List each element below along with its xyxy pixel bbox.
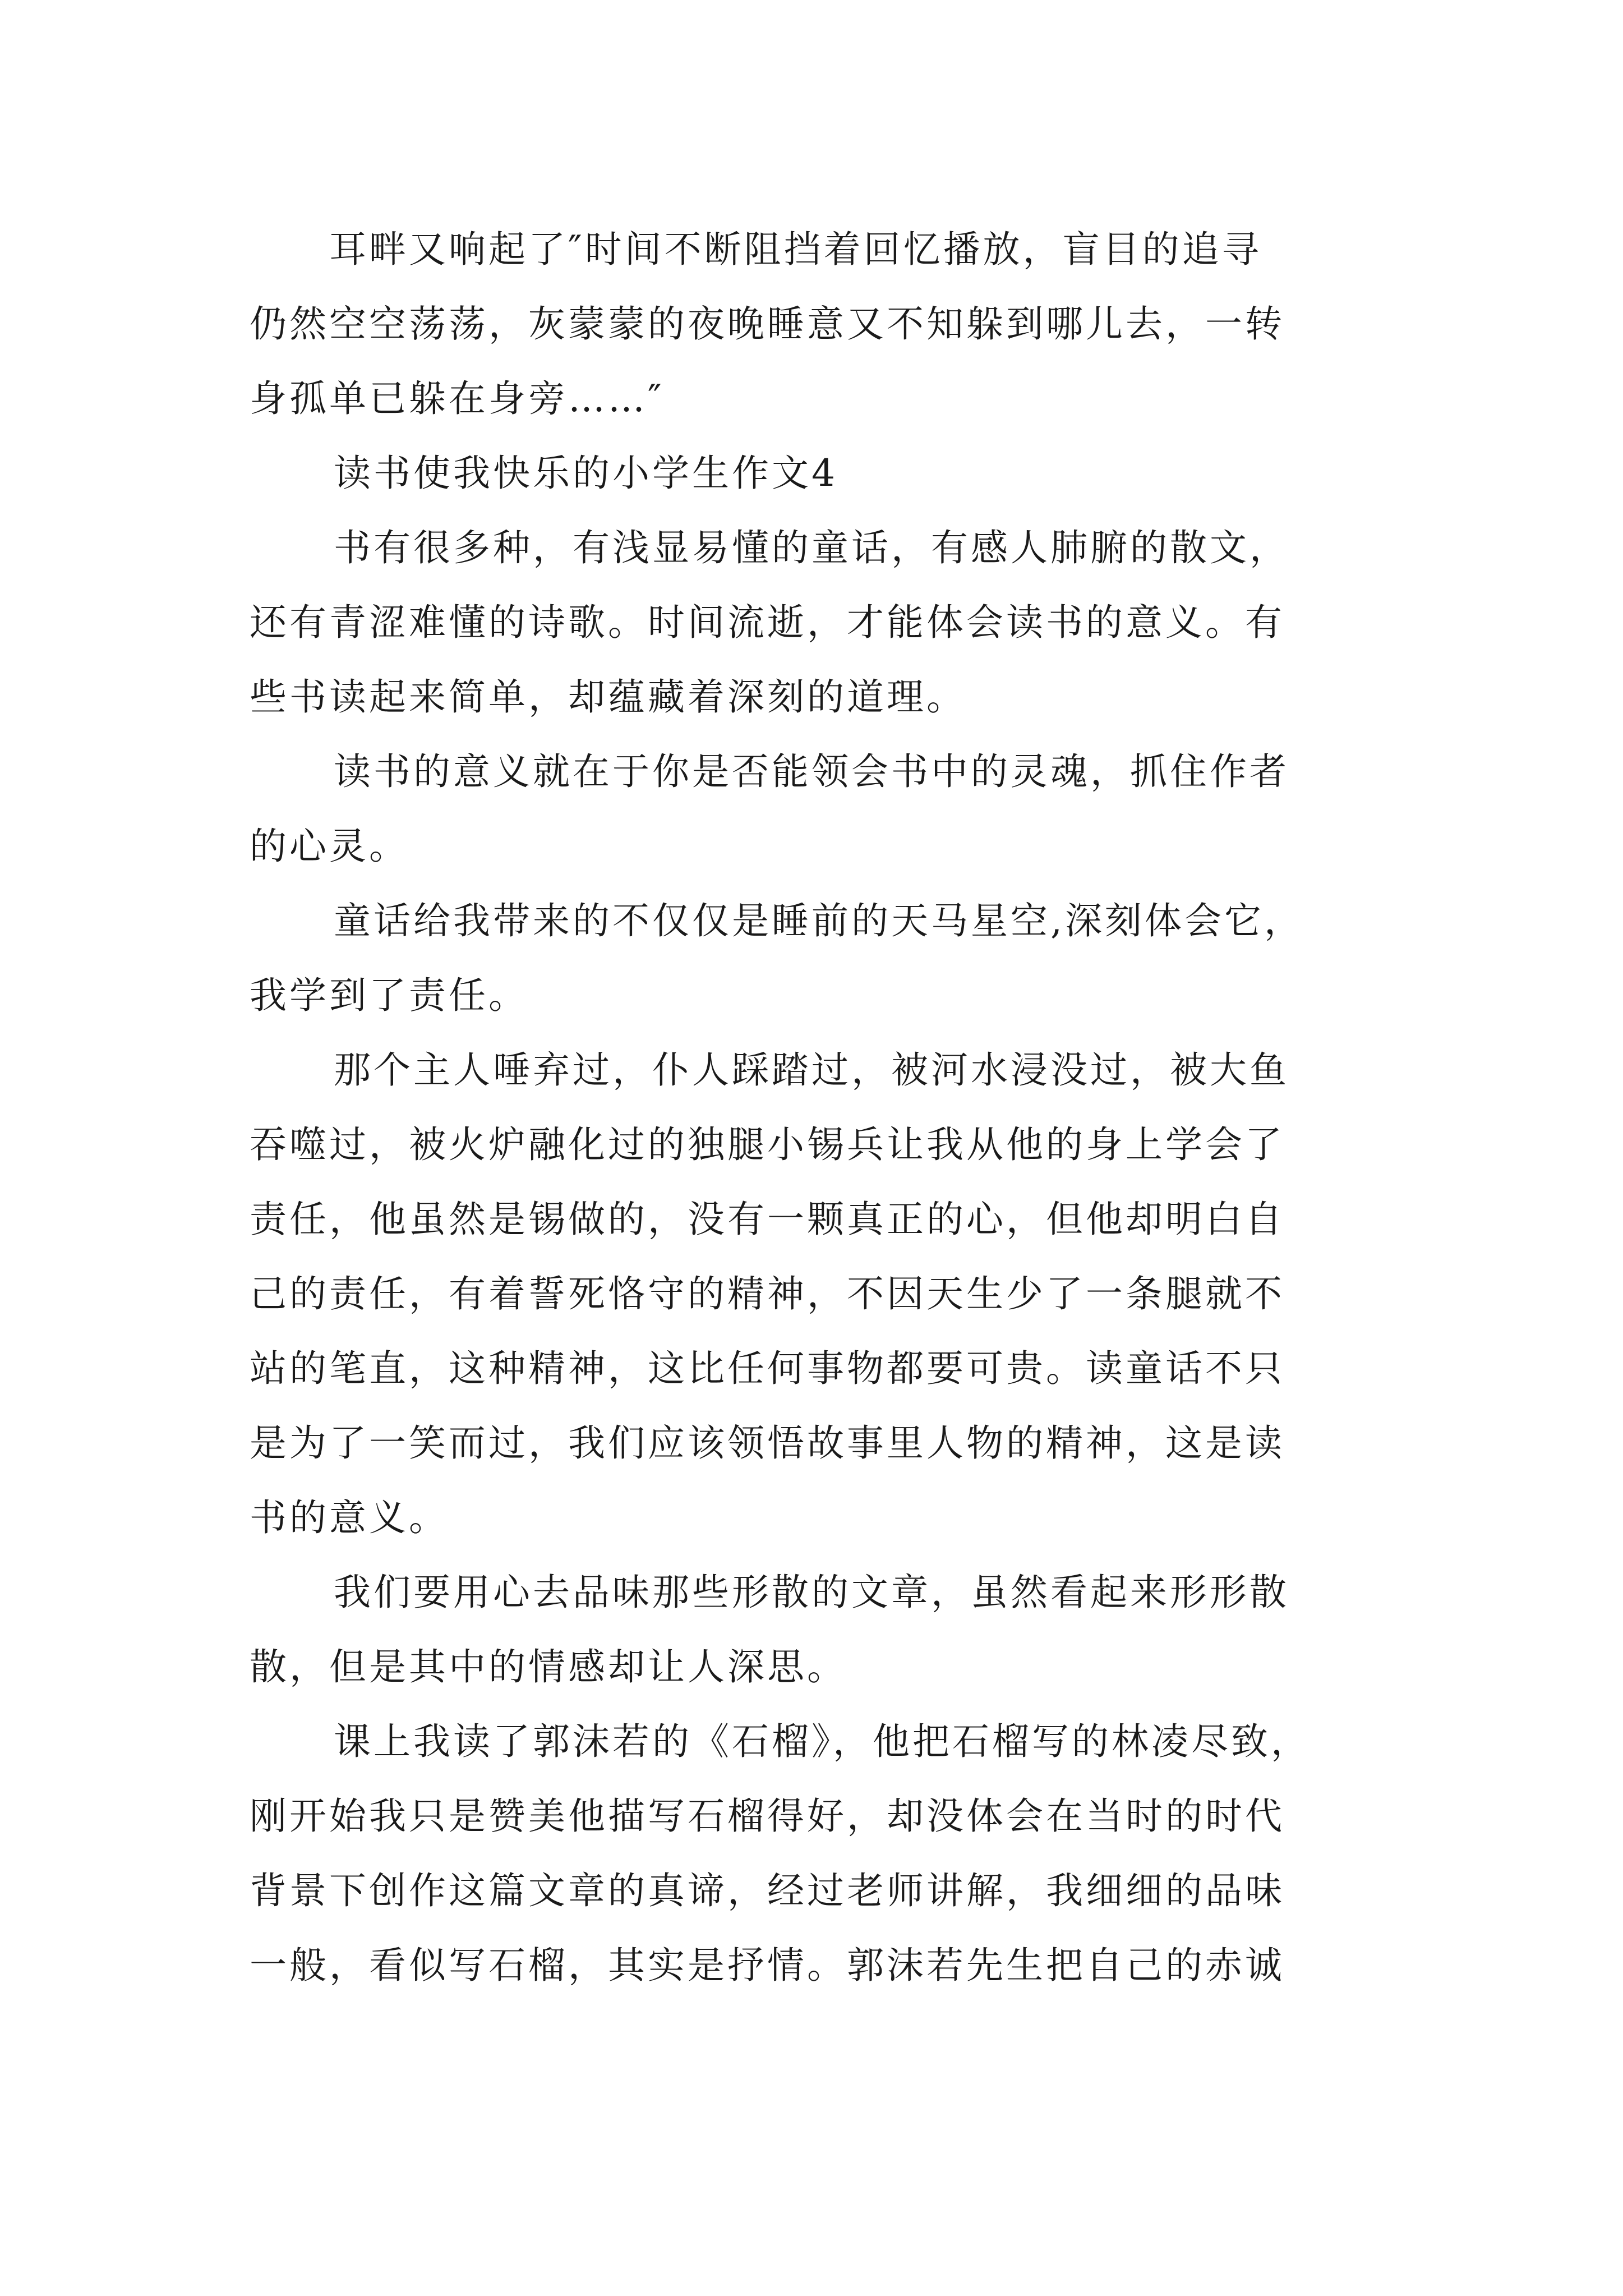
text-line: 课上我读了郭沫若的《石榴》，他把石榴写的林凌尽致， [334, 1720, 1311, 1763]
paragraph [250, 212, 1388, 436]
paragraph [250, 1704, 1388, 2003]
text-line: 刚开始我只是赞美他描写石榴得好，却没体会在当时的时代 [250, 1795, 1285, 1838]
text-line: 吞噬过，被火炉融化过的独腿小锡兵让我从他的身上学会了 [250, 1123, 1285, 1166]
paragraph [250, 734, 1388, 884]
text-line: 书有很多种，有浅显易懂的童话，有感人肺腑的散文， [334, 526, 1289, 569]
text-line: 的心灵。 [250, 825, 409, 868]
text-line: 我学到了责任。 [250, 974, 528, 1017]
text-line: 那个主人唾弃过，仆人踩踏过，被河水浸没过，被大鱼 [334, 1048, 1289, 1092]
text-line: 身孤单已躲在身旁……″ [250, 377, 665, 420]
text-line: 是为了一笑而过，我们应该领悟故事里人物的精神，这是读 [250, 1421, 1285, 1465]
text-line: 站的笔直，这种精神，这比任何事物都要可贵。读童话不只 [250, 1347, 1285, 1390]
text-line: 背景下创作这篇文章的真谛，经过老师讲解，我细细的品味 [250, 1869, 1285, 1912]
text-line: 耳畔又响起了″时间不断阻挡着回忆播放，盲目的追寻 [250, 228, 1262, 271]
text-line: 己的责任，有着誓死恪守的精神，不因天生少了一条腿就不 [250, 1272, 1285, 1315]
paragraph [250, 1555, 1388, 1704]
paragraph [250, 1033, 1388, 1555]
text-line: 童话给我带来的不仅仅是睡前的天马星空,深刻体会它， [334, 899, 1304, 942]
text-line: 仍然空空荡荡，灰蒙蒙的夜晚睡意又不知躲到哪儿去，一转 [250, 302, 1285, 346]
paragraph [250, 510, 1388, 734]
text-line: 读书的意义就在于你是否能领会书中的灵魂，抓住作者 [334, 750, 1289, 793]
document-body [250, 212, 1388, 2003]
text-line: 读书使我快乐的小学生作文4 [334, 452, 838, 495]
text-line: 责任，他虽然是锡做的，没有一颗真正的心，但他却明白自 [250, 1198, 1285, 1241]
text-line: 些书读起来简单，却蕴藏着深刻的道理。 [250, 675, 966, 719]
paragraph [250, 884, 1388, 1033]
section-heading [250, 436, 1388, 510]
text-line: 我们要用心去品味那些形散的文章，虽然看起来形形散 [334, 1571, 1289, 1614]
text-line: 一般，看似写石榴，其实是抒情。郭沫若先生把自己的赤诚 [250, 1944, 1285, 1987]
text-line: 还有青涩难懂的诗歌。时间流逝，才能体会读书的意义。有 [250, 601, 1285, 644]
text-line: 书的意义。 [250, 1496, 449, 1539]
text-line: 散，但是其中的情感却让人深思。 [250, 1645, 847, 1688]
